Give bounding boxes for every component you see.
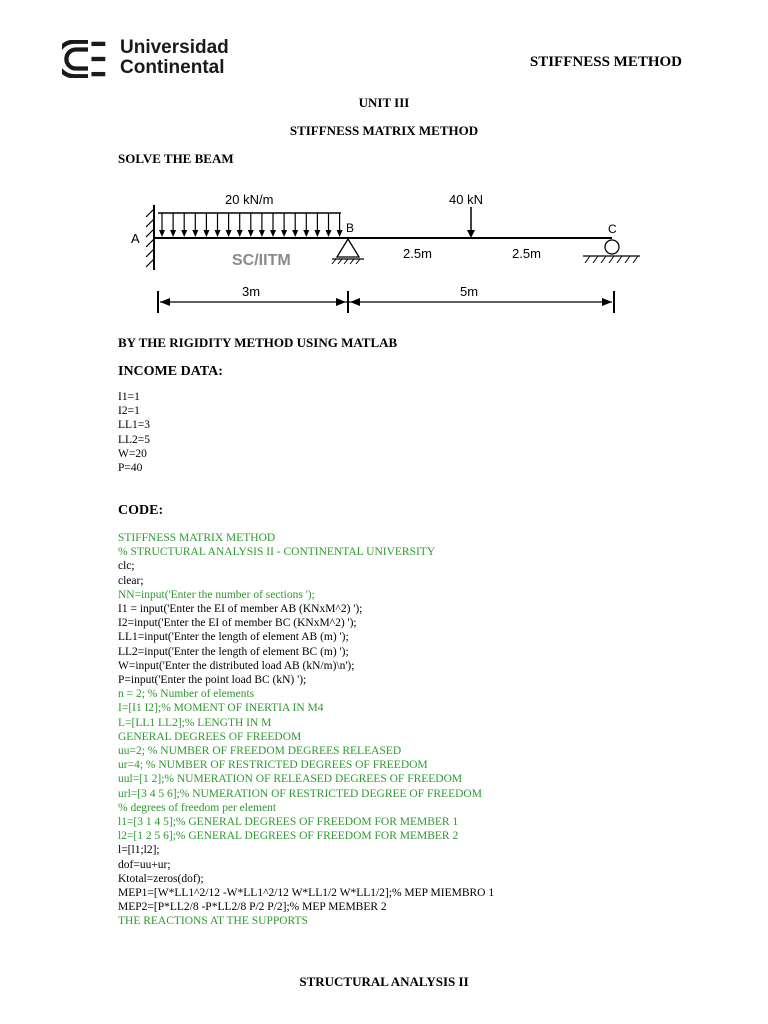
code-line: % degrees of freedom per element [118, 801, 277, 814]
dimension-2-label: 5m [460, 284, 479, 299]
income-data-item: LL2=5 [118, 433, 151, 446]
footer: STRUCTURAL ANALYSIS II [299, 974, 469, 989]
code-line: NN=input('Enter the number of sections '); [118, 588, 315, 601]
code-line: clc; [118, 560, 135, 573]
code-line: I1 = input('Enter the EI of member AB (KNxM^2) '); [118, 603, 363, 616]
code-line: I=[I1 I2];% MOMENT OF INERTIA IN M4 [118, 702, 324, 715]
code-line: l1=[3 1 4 5];% GENERAL DEGREES OF FREEDOM FOR MEMBER 1 [118, 816, 459, 829]
subtitle: STIFFNESS MATRIX METHOD [289, 123, 479, 138]
income-data-item: LL1=3 [118, 419, 151, 432]
code-line: I2=input('Enter the EI of member BC (KNxM^2) '); [118, 617, 357, 630]
beam-diagram [128, 185, 648, 330]
point-load-label: 40 kN [449, 192, 483, 207]
distributed-load-label: 20 kN/m [225, 192, 274, 207]
code-heading: CODE: [118, 503, 164, 518]
unit-title: UNIT III [358, 95, 410, 110]
income-data-item: P=40 [118, 462, 143, 475]
code-line: uu=2; % NUMBER OF FREEDOM DEGREES RELEASED [118, 745, 402, 758]
code-line: LL1=input('Enter the length of element AB (m) '); [118, 631, 349, 644]
code-line: % STRUCTURAL ANALYSIS II - CONTINENTAL UNIVERSITY [118, 546, 436, 559]
code-line: GENERAL DEGREES OF FREEDOM [118, 730, 302, 743]
code-line: THE REACTIONS AT THE SUPPORTS [118, 915, 308, 928]
code-line: MEP1=[W*LL1^2/12 -W*LL1^2/12 W*LL1/2 W*LL1/2];% MEP MIEMBRO 1 [118, 887, 495, 900]
watermark: SC/IITM [232, 252, 291, 269]
method-heading: BY THE RIGIDITY METHOD USING MATLAB [118, 335, 398, 350]
university-logo-icon [62, 40, 114, 78]
code-line: l=[l1;l2]; [118, 844, 160, 857]
code-line: n = 2; % Number of elements [118, 688, 255, 701]
income-data-item: I1=1 [118, 391, 140, 403]
income-data-list [118, 390, 150, 475]
label-c: C [608, 222, 617, 236]
code-line: STIFFNESS MATRIX METHOD [118, 532, 276, 544]
income-heading: INCOME DATA: [118, 364, 223, 379]
code-line: P=input('Enter the point load BC (kN) '); [118, 674, 307, 687]
logo-wordmark [120, 38, 229, 78]
income-data-item: I2=1 [118, 405, 140, 418]
code-line: url=[3 4 5 6];% NUMERATION OF RESTRICTED DEGREE OF FREEDOM [118, 787, 482, 800]
code-line: Ktotal=zeros(dof); [118, 872, 204, 885]
code-line: l2=[1 2 5 6];% GENERAL DEGREES OF FREEDOM FOR MEMBER 2 [118, 830, 459, 843]
code-line: L=[LL1 LL2];% LENGTH IN M [118, 716, 272, 729]
dimension-1-label: 3m [242, 284, 261, 299]
logo-line-2: Continental [120, 57, 225, 78]
code-line: clear; [118, 574, 144, 587]
distributed-load-arrows [159, 213, 343, 237]
code-line: LL2=input('Enter the length of element BC (m) '); [118, 645, 349, 658]
header-title: STIFFNESS METHOD [529, 54, 682, 70]
segment-2-label: 2.5m [512, 246, 541, 261]
income-data-item: W=20 [118, 447, 147, 460]
code-line: dof=uu+ur; [118, 858, 171, 871]
code-line: MEP2=[P*LL2/8 -P*LL2/8 P/2 P/2];% MEP MEMBER 2 [118, 901, 387, 914]
code-line: ur=4; % NUMBER OF RESTRICTED DEGREES OF FREEDOM [118, 759, 428, 772]
logo-line-1: Universidad [120, 37, 229, 58]
code-line: W=input('Enter the distributed load AB (kN/m)\n'); [118, 659, 355, 672]
label-a: A [131, 231, 140, 246]
solve-heading: SOLVE THE BEAM [118, 151, 234, 166]
label-b: B [346, 221, 355, 235]
code-line: uul=[1 2];% NUMERATION OF RELEASED DEGREES OF FREEDOM [118, 773, 463, 786]
segment-1-label: 2.5m [403, 246, 432, 261]
code-block [118, 531, 494, 929]
